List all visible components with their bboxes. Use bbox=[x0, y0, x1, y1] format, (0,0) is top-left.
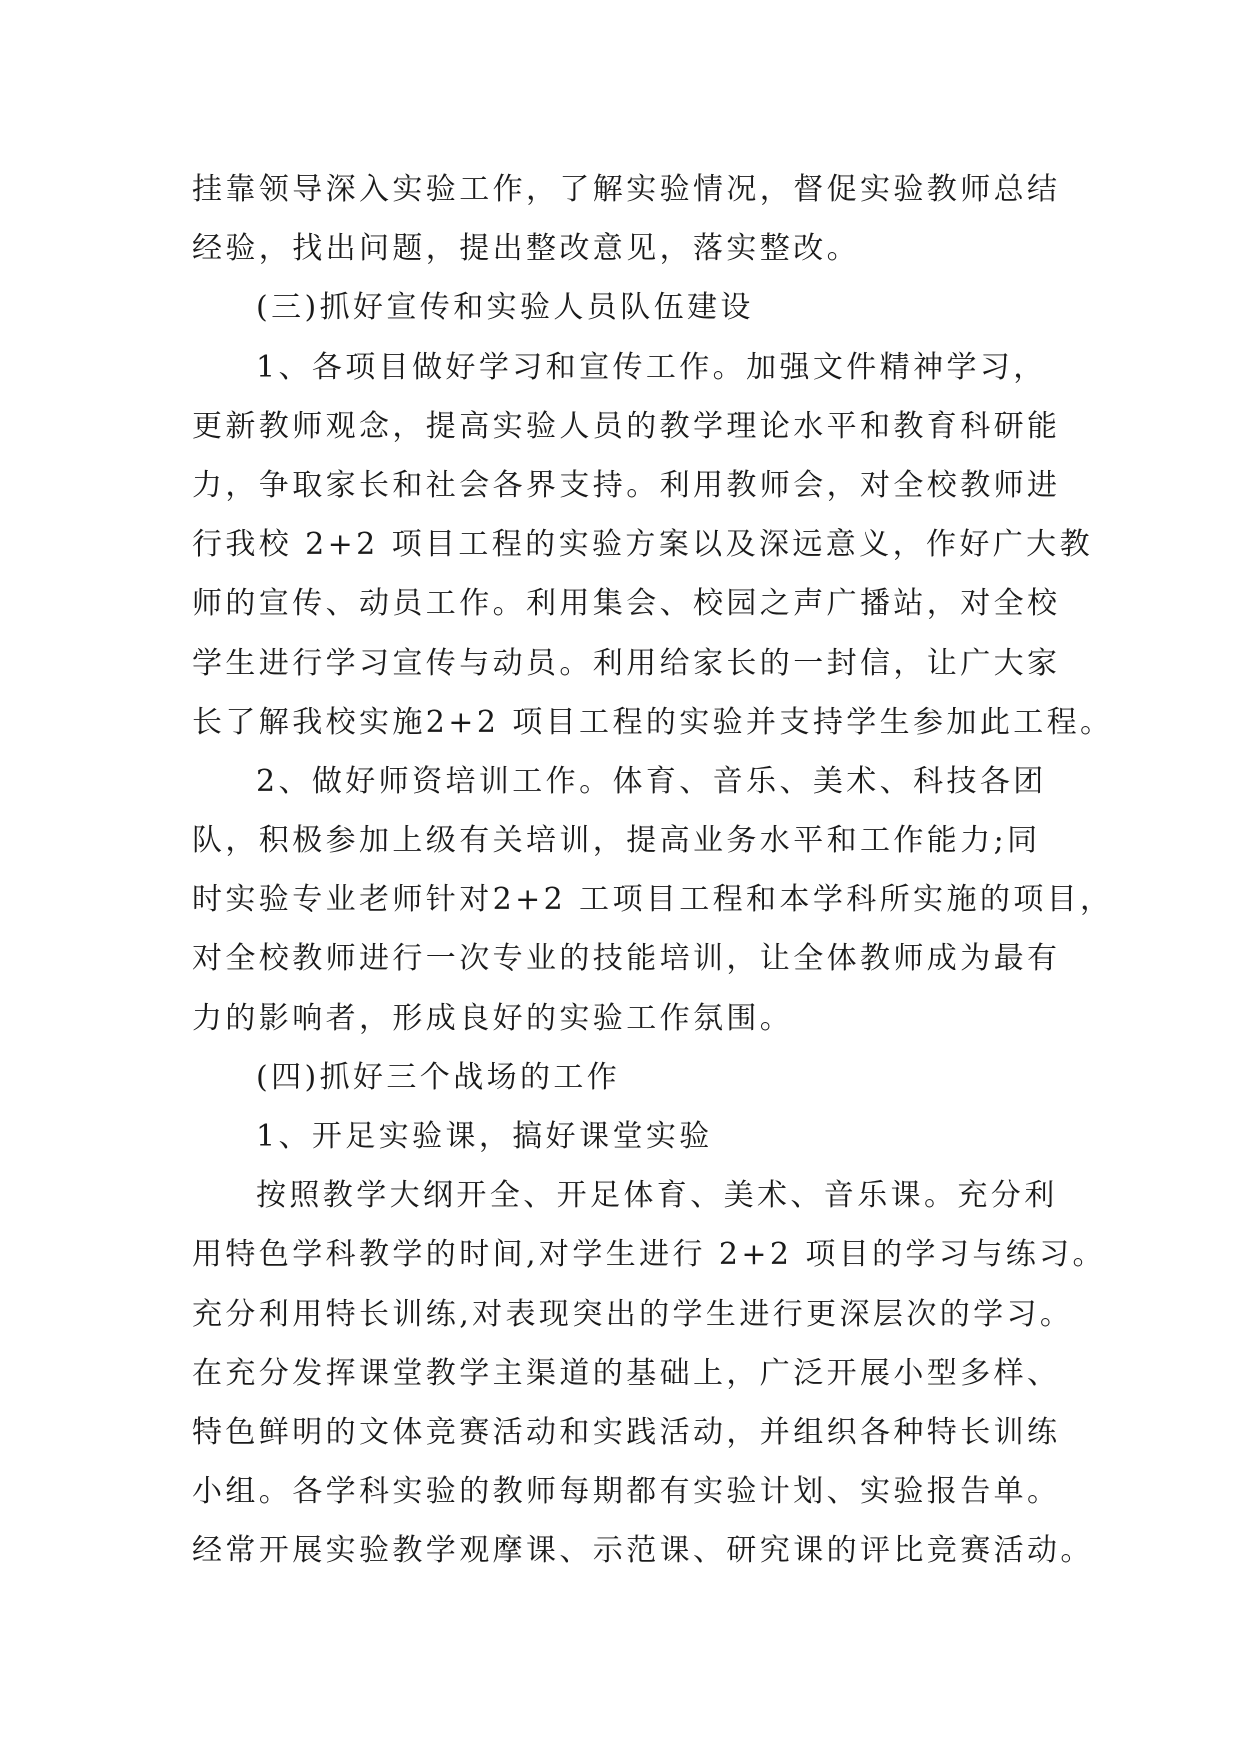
text-line: 特色鲜明的文体竞赛活动和实践活动，并组织各种特长训练 bbox=[192, 1414, 1061, 1450]
text-line: 时实验专业老师针对2+2 工项目工程和本学科所实施的项目， bbox=[192, 882, 1114, 918]
text-line: 按照教学大纲开全、开足体育、美术、音乐课。充分利 bbox=[256, 1178, 1058, 1214]
text-line: 更新教师观念，提高实验人员的教学理论水平和教育科研能 bbox=[192, 408, 1061, 444]
text-line: 行我校 2+2 项目工程的实验方案以及深远意义，作好广大教 bbox=[192, 527, 1093, 563]
text-line: 2、做好师资培训工作。体育、音乐、美术、科技各团 bbox=[256, 763, 1047, 799]
text-line: 经验，找出问题，提出整改意见，落实整改。 bbox=[192, 231, 860, 267]
text-line: 长了解我校实施2+2 项目工程的实验并支持学生参加此工程。 bbox=[192, 704, 1114, 740]
text-line: 1、各项目做好学习和宣传工作。加强文件精神学习， bbox=[256, 349, 1047, 385]
text-line: 经常开展实验教学观摩课、示范课、研究课的评比竞赛活动。 bbox=[192, 1533, 1094, 1569]
text-line: 在充分发挥课堂教学主渠道的基础上，广泛开展小型多样、 bbox=[192, 1355, 1061, 1391]
text-line: 师的宣传、动员工作。利用集会、校园之声广播站，对全校 bbox=[192, 586, 1061, 622]
text-line: 力，争取家长和社会各界支持。利用教师会，对全校教师进 bbox=[192, 467, 1061, 503]
text-line: 小组。各学科实验的教师每期都有实验计划、实验报告单。 bbox=[192, 1474, 1061, 1510]
text-line: 充分利用特长训练,对表现突出的学生进行更深层次的学习。 bbox=[192, 1296, 1074, 1332]
subsection-heading: 1、开足实验课，搞好课堂实验 bbox=[256, 1119, 713, 1154]
text-line: 对全校教师进行一次专业的技能培训，让全体教师成为最有 bbox=[192, 941, 1061, 977]
text-line: 队，积极参加上级有关培训，提高业务水平和工作能力;同 bbox=[192, 823, 1041, 859]
section-heading: (三)抓好宣传和实验人员队伍建设 bbox=[256, 290, 754, 326]
text-line: 力的影响者，形成良好的实验工作氛围。 bbox=[192, 1000, 794, 1036]
text-line: 学生进行学习宣传与动员。利用给家长的一封信，让广大家 bbox=[192, 645, 1061, 681]
section-heading: (四)抓好三个战场的工作 bbox=[256, 1059, 621, 1095]
text-line: 用特色学科教学的时间,对学生进行 2+2 项目的学习与练习。 bbox=[192, 1237, 1106, 1273]
document-body bbox=[192, 160, 1114, 1581]
text-line: 挂靠领导深入实验工作，了解实验情况，督促实验教师总结 bbox=[192, 172, 1061, 207]
